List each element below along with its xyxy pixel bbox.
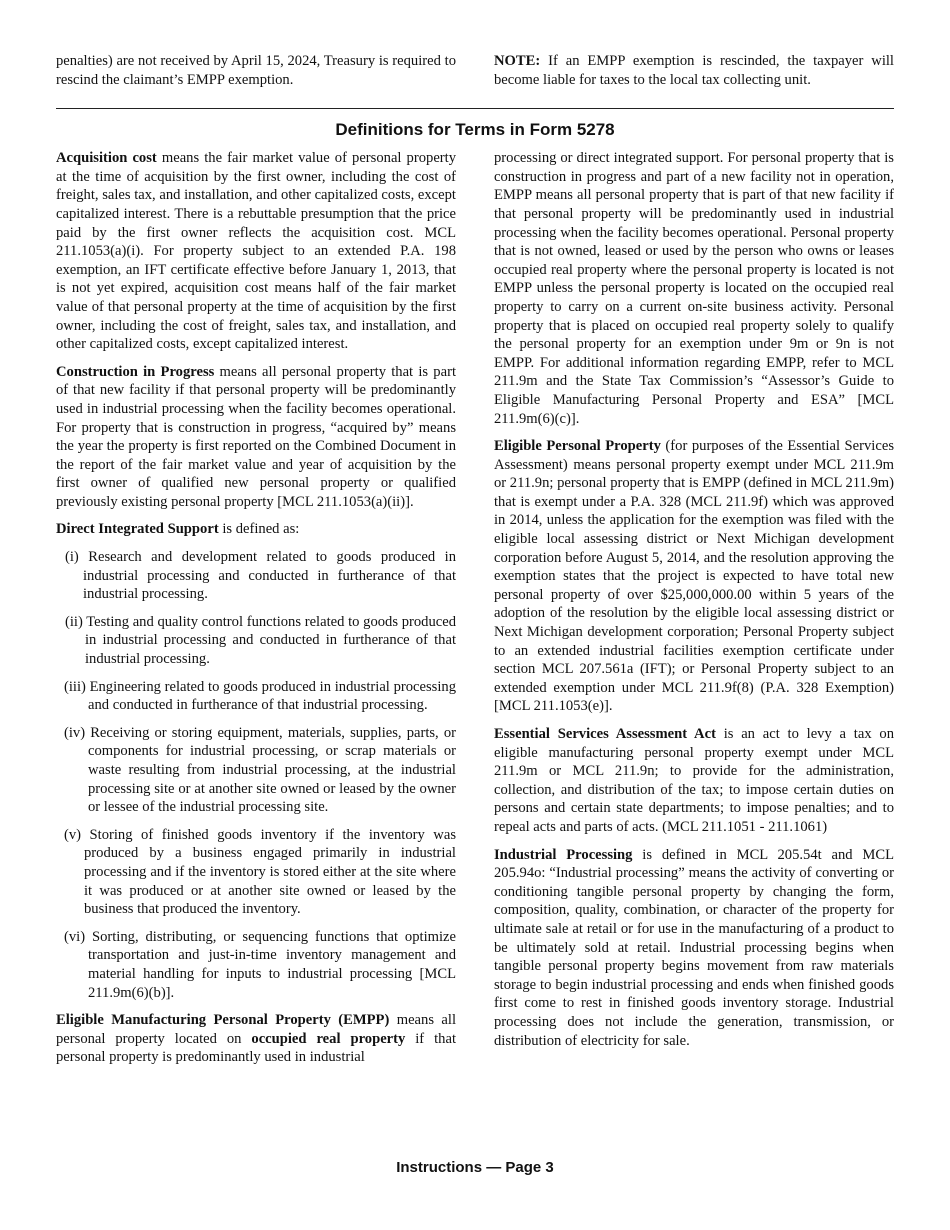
note-text: If an EMPP exemption is rescinded, the taxpayer will become liable for taxes to the local tax collecting unit. bbox=[494, 53, 894, 88]
definition-text: means all personal property located on bbox=[56, 1012, 456, 1047]
definition-text: (for purposes of the Essential Services Assessment) means personal property exempt under MCL 211.9m or 211.9n; personal property that is EMPP (defined in MCL 211.9m) that is exempt under a P.A. 328 (MCL 211.9f) which was approved in 2014, unless the application for the exemption was filed with the eligible local assessing district or Next Michigan development corporation before August 5, 2014, and the resolution approving the exemption states that the project is expected to have total new personal property of over $25,000,000.00 within 5 years of the adoption of the resolution by the eligible local assessing district or Next Michigan development corporation; Personal Property subject to an extended industrial facilities exemption certificate under section MCL 207.561a (IFT); or Personal Property subject to an extended exemption under MCL 211.9f(8) (P.A. 328 Exemption) [MCL 211.1053(e)]. bbox=[494, 438, 894, 715]
right-column bbox=[494, 149, 894, 1067]
top-left-column bbox=[56, 52, 456, 89]
definition-empp-continued: processing or direct integrated support. For personal property that is construction in progress and part of a new facility not in operation, EMPP means all personal property that is part of that new facility if that personal property will be predominantly used in industrial processing when the facility becomes operational. Personal property that is not owned, leased or used by the person who owns or leases occupied real property where the personal property is located is not EMPP unless the personal property is located on the occupied real property to carry on a current on-site business activity. Personal property that is placed on occupied real property solely to qualify the personal property for an exemption under 9m or 9n is not EMPP. For additional information regarding EMPP, refer to MCL 211.9m and the State Tax Commission’s “Assessor’s Guide to Eligible Manufacturing Personal Property and ESA” [MCL 211.9m(6)(c)]. bbox=[494, 150, 894, 427]
top-continuation bbox=[56, 52, 894, 89]
definition-eligible-personal-property bbox=[494, 437, 894, 716]
support-item-vi: (vi) Sorting, distributing, or sequencing functions that optimize transportation and just-in-time inventory management and material handling for inputs to industrial processing [MCL 211.9m(6)(b)]. bbox=[64, 928, 456, 1001]
definition-acquisition-cost bbox=[56, 149, 456, 354]
section-divider bbox=[56, 108, 894, 109]
left-column bbox=[56, 149, 456, 1067]
definition-empp bbox=[56, 1011, 456, 1067]
note-label: NOTE: bbox=[494, 53, 541, 69]
penalties-continuation-text: penalties) are not received by April 15, 2024, Treasury is required to rescind the claimant’s EMPP exemption. bbox=[56, 53, 456, 88]
definition-direct-integrated-support bbox=[56, 520, 456, 539]
page-footer: Instructions — Page 3 bbox=[396, 1159, 554, 1176]
definition-text: if that personal property is predominantly used in industrial bbox=[56, 1030, 456, 1066]
support-item-iii: (iii) Engineering related to goods produced in industrial processing and conducted in furtherance of that industrial processing. bbox=[64, 678, 456, 714]
support-item-iv: (iv) Receiving or storing equipment, materials, supplies, parts, or components for industrial processing, or scrap materials or waste resulting from industrial processing, at the industrial processing site or at another site owned or leased by the owner or lessee of the industrial processing site. bbox=[64, 724, 456, 816]
definition-term: Essential Services Assessment Act bbox=[494, 726, 716, 742]
definition-text: is defined as: bbox=[218, 521, 300, 538]
definition-industrial-processing bbox=[494, 846, 894, 1051]
top-right-column bbox=[494, 52, 894, 89]
support-item-ii: (ii) Testing and quality control functions related to goods produced in industrial processing and conducted in furtherance of that industrial processing. bbox=[65, 613, 456, 668]
definition-term: Industrial Processing bbox=[494, 846, 633, 863]
document-page bbox=[56, 52, 894, 1067]
definition-term: Acquisition cost bbox=[56, 150, 157, 167]
definition-term: Eligible Personal Property bbox=[494, 438, 661, 455]
definition-term: Construction in Progress bbox=[56, 363, 215, 380]
definition-term: Eligible Manufacturing Personal Property (EMPP) bbox=[56, 1012, 390, 1029]
definitions-body bbox=[56, 149, 894, 1067]
definition-construction-in-progress bbox=[56, 363, 456, 512]
support-item-v: (v) Storing of finished goods inventory if the inventory was produced by a business engaged primarily in industrial processing and if the inventory is stored either at the site where it was produced or at another site owned or leased by the business that produced the inventory. bbox=[64, 826, 456, 918]
occupied-real-property-term: occupied real property bbox=[251, 1030, 406, 1047]
definition-text: means all personal property that is part of that new facility if that personal property will be predominantly used in industrial processing when the facility becomes operational. For property that is construction in progress, “acquired by” means the year the property is first reported on the Combined Document in the report of the fair market value and year of acquisition by the first owner of qualified new personal property or qualified previously existing personal property [MCL 211.1053(a)(ii)]. bbox=[56, 363, 457, 510]
definition-text: is an act to levy a tax on eligible manufacturing personal property exempt under MCL 211.9m or MCL 211.9n; to provide for the administration, collection, and distribution of the tax; to impose certain duties on persons and certain state departments; to impose penalties; and to repeal acts and parts of acts. (MCL 211.1051 - 211.1061) bbox=[494, 726, 894, 835]
definition-esa-act bbox=[494, 725, 894, 837]
section-title: Definitions for Terms in Form 5278 bbox=[335, 120, 615, 140]
definition-text: is defined in MCL 205.54t and MCL 205.94o: “Industrial processing” means the activity of converting or conditioning tangible personal property by changing the form, composition, quality, combination, or character of the property for ultimate sale at retail or for use in the manufacturing of a product to be ultimately sold at retail. Industrial processing begins when tangible personal property begins movement from raw materials storage to begin industrial processing and ends when finished goods first come to rest in finished goods inventory storage. Industrial processing does not include the generation, transmission, or distribution of electricity for sale. bbox=[494, 846, 894, 1049]
support-item-i: (i) Research and development related to goods produced in industrial processing and conducted in furtherance of that industrial processing. bbox=[65, 549, 456, 603]
definition-text: means the fair market value of personal property at the time of acquisition by the first owner, including the cost of freight, sales tax, and installation, and other capitalized costs, except capitalized interest. There is a rebuttable presumption that the price paid by the first owner reflects the acquisition cost. MCL 211.1053(a)(i). For property subject to an extended P.A. 198 exemption, an IFT certificate effective before January 1, 2013, that is not yet expired, acquisition cost means half of the fair market value of that personal property at the time of acquisition by the first owner, including the cost of freight, sales tax, and installation, and other capitalized costs, except capitalized interest. bbox=[56, 150, 457, 353]
definition-term: Direct Integrated Support bbox=[56, 521, 219, 538]
